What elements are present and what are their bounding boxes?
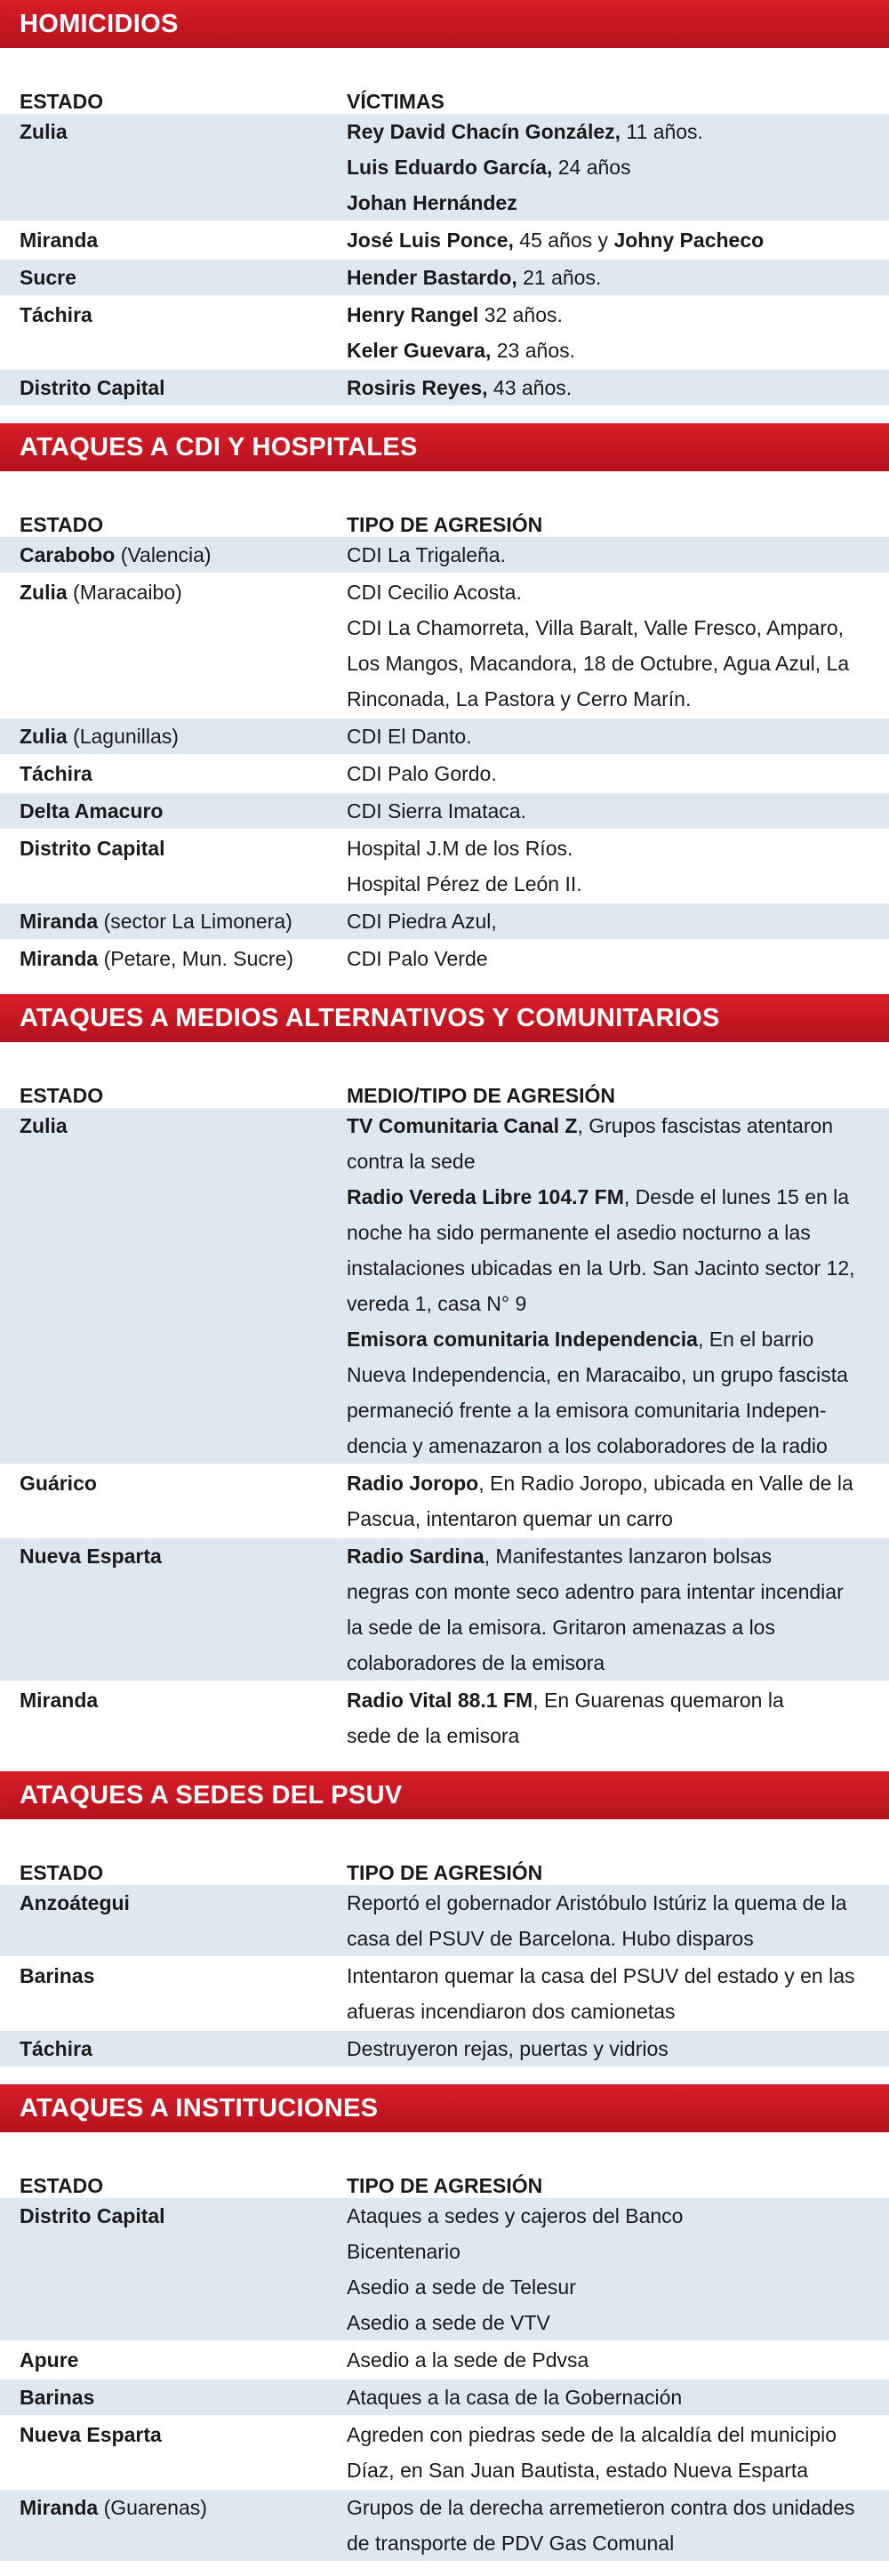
detail-line [347, 903, 877, 939]
detail-cell [338, 2031, 889, 2066]
detail-text: Agreden con piedras sede de la alcaldía del municipio [347, 2423, 837, 2446]
detail-text: 24 años [552, 156, 631, 179]
detail-text: 45 años y [513, 229, 614, 252]
state-cell [0, 1538, 338, 1681]
detail-line [347, 1574, 877, 1609]
detail-bold-text: Johny Pacheco [613, 229, 765, 252]
state-cell [0, 2490, 338, 2561]
column-header-detail: MEDIO/TIPO DE AGRESIÓN [347, 1084, 616, 1107]
detail-cell [338, 903, 889, 939]
detail-line [347, 1958, 877, 1994]
detail-text: Hospital J.M de los Ríos. [347, 837, 573, 860]
state-cell [0, 574, 338, 717]
detail-text: , En Guarenas quemaron la [533, 1689, 784, 1712]
state-cell [0, 537, 338, 573]
state-name: Zulia [20, 581, 68, 604]
detail-line [347, 866, 877, 902]
detail-line [347, 2198, 877, 2234]
table-row [0, 114, 889, 222]
detail-text: sede de la emisora [347, 1724, 520, 1747]
table-row [0, 1958, 889, 2031]
state-cell [0, 941, 338, 976]
detail-bold-text: Rosiris Reyes, [347, 376, 488, 399]
detail-text: Reportó el gobernador Aristóbulo Istúriz la quema de la [347, 1891, 847, 1914]
state-name: Zulia [20, 725, 68, 748]
table-row [0, 1682, 889, 1755]
detail-text: CDI Palo Verde [347, 947, 488, 970]
state-cell [0, 260, 338, 295]
detail-bold-text: José Luis Ponce, [347, 229, 514, 252]
detail-line [347, 1286, 877, 1321]
section [0, 2084, 889, 2563]
table-row [0, 1885, 889, 1958]
detail-line [347, 370, 877, 405]
section-title: ATAQUES A MEDIOS ALTERNATIVOS Y COMUNITARIOS [0, 994, 889, 1042]
detail-text: Hospital Pérez de León II. [347, 872, 582, 895]
detail-text: CDI La Chamorreta, Villa Baralt, Valle Fresco, Amparo, [347, 616, 845, 639]
state-cell [0, 222, 338, 258]
detail-line [347, 2269, 877, 2305]
detail-line [347, 1538, 877, 1574]
section [0, 0, 889, 407]
state-cell [0, 1108, 338, 1464]
detail-text: 21 años. [517, 266, 602, 289]
table-row [0, 2490, 889, 2563]
column-header-detail: TIPO DE AGRESIÓN [347, 2174, 543, 2197]
detail-text: 11 años. [621, 120, 703, 143]
state-cell [0, 793, 338, 829]
detail-line [347, 941, 877, 976]
state-cell [0, 2379, 338, 2415]
section-spacer [0, 2068, 889, 2084]
state-cell [0, 2342, 338, 2378]
detail-line [347, 2452, 877, 2488]
detail-text: negras con monte seco adentro para intentar incendiar [347, 1580, 844, 1603]
detail-text: permaneció frente a la emisora comunitaria Indepen- [347, 1399, 827, 1422]
detail-line [347, 718, 877, 754]
table-row [0, 756, 889, 793]
detail-cell [338, 718, 889, 754]
section [0, 994, 889, 1755]
detail-text: , Manifestantes lanzaron bolsas [484, 1545, 773, 1568]
detail-cell [338, 831, 889, 902]
detail-cell [338, 114, 889, 221]
state-name: Anzoátegui [20, 1891, 130, 1914]
detail-cell [338, 941, 889, 976]
detail-cell [338, 793, 889, 829]
detail-cell [338, 260, 889, 295]
detail-line [347, 574, 877, 610]
detail-line [347, 1144, 877, 1179]
detail-line [347, 2031, 877, 2066]
state-cell [0, 2417, 338, 2488]
detail-line [347, 1428, 877, 1464]
detail-line [347, 756, 877, 791]
detail-text: , Desde el lunes 15 en la [623, 1185, 850, 1208]
state-name: Táchira [20, 2037, 92, 2060]
detail-line [347, 1465, 877, 1501]
section-spacer [0, 407, 889, 423]
state-name: Apure [20, 2348, 79, 2371]
state-name: Táchira [20, 762, 92, 785]
detail-text: Pascua, intentaron quemar un carro [347, 1507, 673, 1530]
detail-line [347, 2525, 877, 2561]
detail-text: Rinconada, La Pastora y Cerro Marín. [347, 687, 692, 710]
state-locality: (Valencia) [115, 543, 212, 566]
table-row [0, 793, 889, 831]
detail-cell [338, 2198, 889, 2340]
column-header-estado: ESTADO [20, 513, 104, 536]
detail-text: Díaz, en San Juan Bautista, estado Nueva Esparta [347, 2459, 809, 2482]
detail-text: noche ha sido permanente el asedio nocturno a las [347, 1221, 811, 1244]
state-cell [0, 2198, 338, 2340]
table-header [0, 1846, 889, 1885]
state-name: Miranda [20, 229, 99, 252]
section [0, 1771, 889, 2068]
detail-text: Bicentenario [347, 2240, 461, 2263]
detail-line [347, 222, 877, 258]
detail-text: Los Mangos, Macandora, 18 de Octubre, Agua Azul, La [347, 652, 850, 675]
column-header-detail: TIPO DE AGRESIÓN [347, 513, 543, 536]
detail-line [347, 537, 877, 573]
detail-text: afueras incendiaron dos camionetas [347, 2000, 676, 2023]
detail-bold-text: Radio Sardina [347, 1545, 485, 1568]
detail-text: 23 años. [491, 339, 576, 362]
detail-cell [338, 1682, 889, 1753]
state-name: Distrito Capital [20, 376, 165, 399]
state-locality: (Maracaibo) [67, 581, 182, 604]
state-locality: (Lagunillas) [67, 725, 179, 748]
detail-text: , Grupos fascistas atentaron [577, 1114, 834, 1137]
detail-text: de transporte de PDV Gas Comunal [347, 2532, 675, 2555]
detail-line [347, 1645, 877, 1681]
detail-line [347, 1718, 877, 1753]
detail-cell [338, 1108, 889, 1464]
table-row [0, 718, 889, 756]
state-name: Sucre [20, 266, 76, 289]
detail-bold-text: Keler Guevara, [347, 339, 492, 362]
table-row [0, 903, 889, 941]
state-name: Carabobo [20, 543, 116, 566]
state-name: Miranda [20, 2496, 99, 2519]
detail-line [347, 149, 877, 185]
detail-text: Nueva Independencia, en Maracaibo, un grupo fascista [347, 1363, 848, 1386]
state-cell [0, 114, 338, 221]
detail-text: Intentaron quemar la casa del PSUV del estado y en las [347, 1964, 855, 1987]
detail-line [347, 185, 877, 221]
detail-cell [338, 222, 889, 258]
detail-line [347, 2234, 877, 2269]
state-name: Zulia [20, 120, 68, 143]
detail-line [347, 2342, 877, 2378]
detail-line [347, 333, 877, 368]
detail-text: Ataques a sedes y cajeros del Banco [347, 2204, 684, 2227]
detail-line [347, 2379, 877, 2415]
detail-bold-text: Johan Hernández [347, 191, 517, 214]
state-name: Zulia [20, 1114, 68, 1137]
table-row [0, 1465, 889, 1538]
detail-text: CDI Sierra Imataca. [347, 799, 526, 823]
detail-bold-text: Luis Eduardo García, [347, 156, 553, 179]
detail-line [347, 1215, 877, 1250]
detail-line [347, 260, 877, 295]
detail-bold-text: Hender Bastardo, [347, 266, 517, 289]
detail-line [347, 610, 877, 646]
detail-text: Asedio a sede de VTV [347, 2311, 550, 2334]
detail-line [347, 1357, 877, 1392]
state-name: Miranda [20, 1689, 99, 1712]
state-name: Nueva Esparta [20, 1545, 162, 1568]
detail-text: CDI La Trigaleña. [347, 543, 506, 566]
detail-line [347, 1392, 877, 1428]
table-row [0, 2031, 889, 2068]
state-cell [0, 831, 338, 902]
detail-text: , En el barrio [697, 1328, 814, 1351]
detail-text: 43 años. [487, 376, 573, 399]
table-row [0, 2342, 889, 2379]
detail-line [347, 1501, 877, 1537]
table-header [0, 75, 889, 114]
table-row [0, 1108, 889, 1465]
detail-cell [338, 2490, 889, 2561]
detail-line [347, 2490, 877, 2525]
table-header [0, 2159, 889, 2198]
detail-line [347, 681, 877, 717]
state-name: Miranda [20, 910, 99, 933]
column-header-estado: ESTADO [20, 90, 104, 113]
section-title: ATAQUES A CDI Y HOSPITALES [0, 423, 889, 471]
section [0, 423, 889, 978]
section-spacer [0, 978, 889, 994]
detail-text: 32 años. [478, 303, 563, 326]
detail-cell [338, 756, 889, 791]
detail-cell [338, 297, 889, 368]
state-locality: (Guarenas) [98, 2496, 207, 2519]
detail-text: colaboradores de la emisora [347, 1651, 605, 1674]
detail-cell [338, 370, 889, 405]
state-name: Delta Amacuro [20, 799, 164, 823]
table-row [0, 260, 889, 297]
state-cell [0, 903, 338, 939]
state-locality: (Petare, Mun. Sucre) [98, 947, 294, 970]
state-name: Nueva Esparta [20, 2423, 162, 2446]
detail-line [347, 1682, 877, 1718]
table-row [0, 2198, 889, 2342]
detail-line [347, 2305, 877, 2340]
detail-cell [338, 1958, 889, 2029]
detail-cell [338, 2417, 889, 2488]
detail-line [347, 1321, 877, 1357]
table-row [0, 2379, 889, 2417]
detail-text: casa del PSUV de Barcelona. Hubo disparos [347, 1927, 754, 1950]
detail-line [347, 831, 877, 866]
detail-bold-text: Radio Joropo [347, 1472, 479, 1495]
detail-cell [338, 2379, 889, 2415]
detail-text: , En Radio Joropo, ubicada en Valle de la [478, 1472, 853, 1495]
detail-cell [338, 574, 889, 717]
table-row [0, 222, 889, 260]
state-cell [0, 370, 338, 405]
state-cell [0, 1885, 338, 1956]
section-title: ATAQUES A SEDES DEL PSUV [0, 1771, 889, 1819]
detail-text: Ataques a la casa de la Gobernación [347, 2386, 683, 2409]
state-cell [0, 1958, 338, 2029]
table-row [0, 2417, 889, 2490]
state-cell [0, 718, 338, 754]
state-name: Distrito Capital [20, 2204, 165, 2227]
column-header-estado: ESTADO [20, 2174, 104, 2197]
state-name: Táchira [20, 303, 92, 326]
detail-text: contra la sede [347, 1150, 476, 1173]
detail-line [347, 793, 877, 829]
detail-cell [338, 537, 889, 573]
detail-bold-text: TV Comunitaria Canal Z [347, 1114, 578, 1137]
detail-line [347, 1921, 877, 1956]
detail-text: Asedio a la sede de Pdvsa [347, 2348, 589, 2371]
state-locality: (sector La Limonera) [98, 910, 292, 933]
detail-text: dencia y amenazaron a los colaboradores de la radio [347, 1434, 828, 1457]
table-row [0, 297, 889, 370]
table-row [0, 941, 889, 978]
table-header [0, 498, 889, 537]
detail-line [347, 1179, 877, 1215]
detail-line [347, 2417, 877, 2452]
detail-bold-text: Radio Vereda Libre 104.7 FM [347, 1185, 624, 1208]
detail-line [347, 1250, 877, 1286]
detail-bold-text: Emisora comunitaria Independencia [347, 1328, 698, 1351]
detail-line [347, 114, 877, 149]
table-header [0, 1069, 889, 1108]
detail-cell [338, 2342, 889, 2378]
detail-line [347, 1108, 877, 1144]
column-header-detail: VÍCTIMAS [347, 90, 444, 113]
state-name: Guárico [20, 1472, 97, 1495]
column-header-estado: ESTADO [20, 1084, 104, 1107]
detail-line [347, 1885, 877, 1921]
state-cell [0, 297, 338, 368]
detail-cell [338, 1538, 889, 1681]
state-cell [0, 1682, 338, 1753]
table-row [0, 537, 889, 574]
section-spacer [0, 1755, 889, 1771]
detail-cell [338, 1465, 889, 1537]
detail-cell [338, 1885, 889, 1956]
state-name: Barinas [20, 1964, 95, 1987]
column-header-detail: TIPO DE AGRESIÓN [347, 1861, 543, 1884]
detail-text: CDI Piedra Azul, [347, 910, 497, 933]
detail-text: Destruyeron rejas, puertas y vidrios [347, 2037, 669, 2060]
detail-text: instalaciones ubicadas en la Urb. San Jacinto sector 12, [347, 1256, 855, 1280]
state-name: Miranda [20, 947, 99, 970]
state-cell [0, 1465, 338, 1537]
detail-bold-text: Henry Rangel [347, 303, 479, 326]
detail-line [347, 646, 877, 681]
detail-text: la sede de la emisora. Gritaron amenazas a los [347, 1616, 775, 1639]
detail-text: vereda 1, casa N° 9 [347, 1292, 527, 1315]
detail-text: Asedio a sede de Telesur [347, 2275, 576, 2299]
table-row [0, 1538, 889, 1682]
detail-bold-text: Radio Vital 88.1 FM [347, 1689, 533, 1712]
detail-text: CDI El Danto. [347, 725, 472, 748]
table-row [0, 574, 889, 718]
detail-line [347, 297, 877, 333]
detail-text: CDI Palo Gordo. [347, 762, 497, 785]
state-cell [0, 756, 338, 791]
section-title: HOMICIDIOS [0, 0, 889, 48]
table-row [0, 370, 889, 407]
table-row [0, 831, 889, 903]
column-header-estado: ESTADO [20, 1861, 104, 1884]
state-cell [0, 2031, 338, 2066]
detail-text: Grupos de la derecha arremetieron contra dos unidades [347, 2496, 855, 2519]
detail-text: CDI Cecilio Acosta. [347, 581, 522, 604]
state-name: Barinas [20, 2386, 95, 2409]
detail-bold-text: Rey David Chacín González, [347, 120, 621, 143]
state-name: Distrito Capital [20, 837, 165, 860]
detail-line [347, 1994, 877, 2029]
section-title: ATAQUES A INSTITUCIONES [0, 2084, 889, 2132]
detail-line [347, 1609, 877, 1645]
